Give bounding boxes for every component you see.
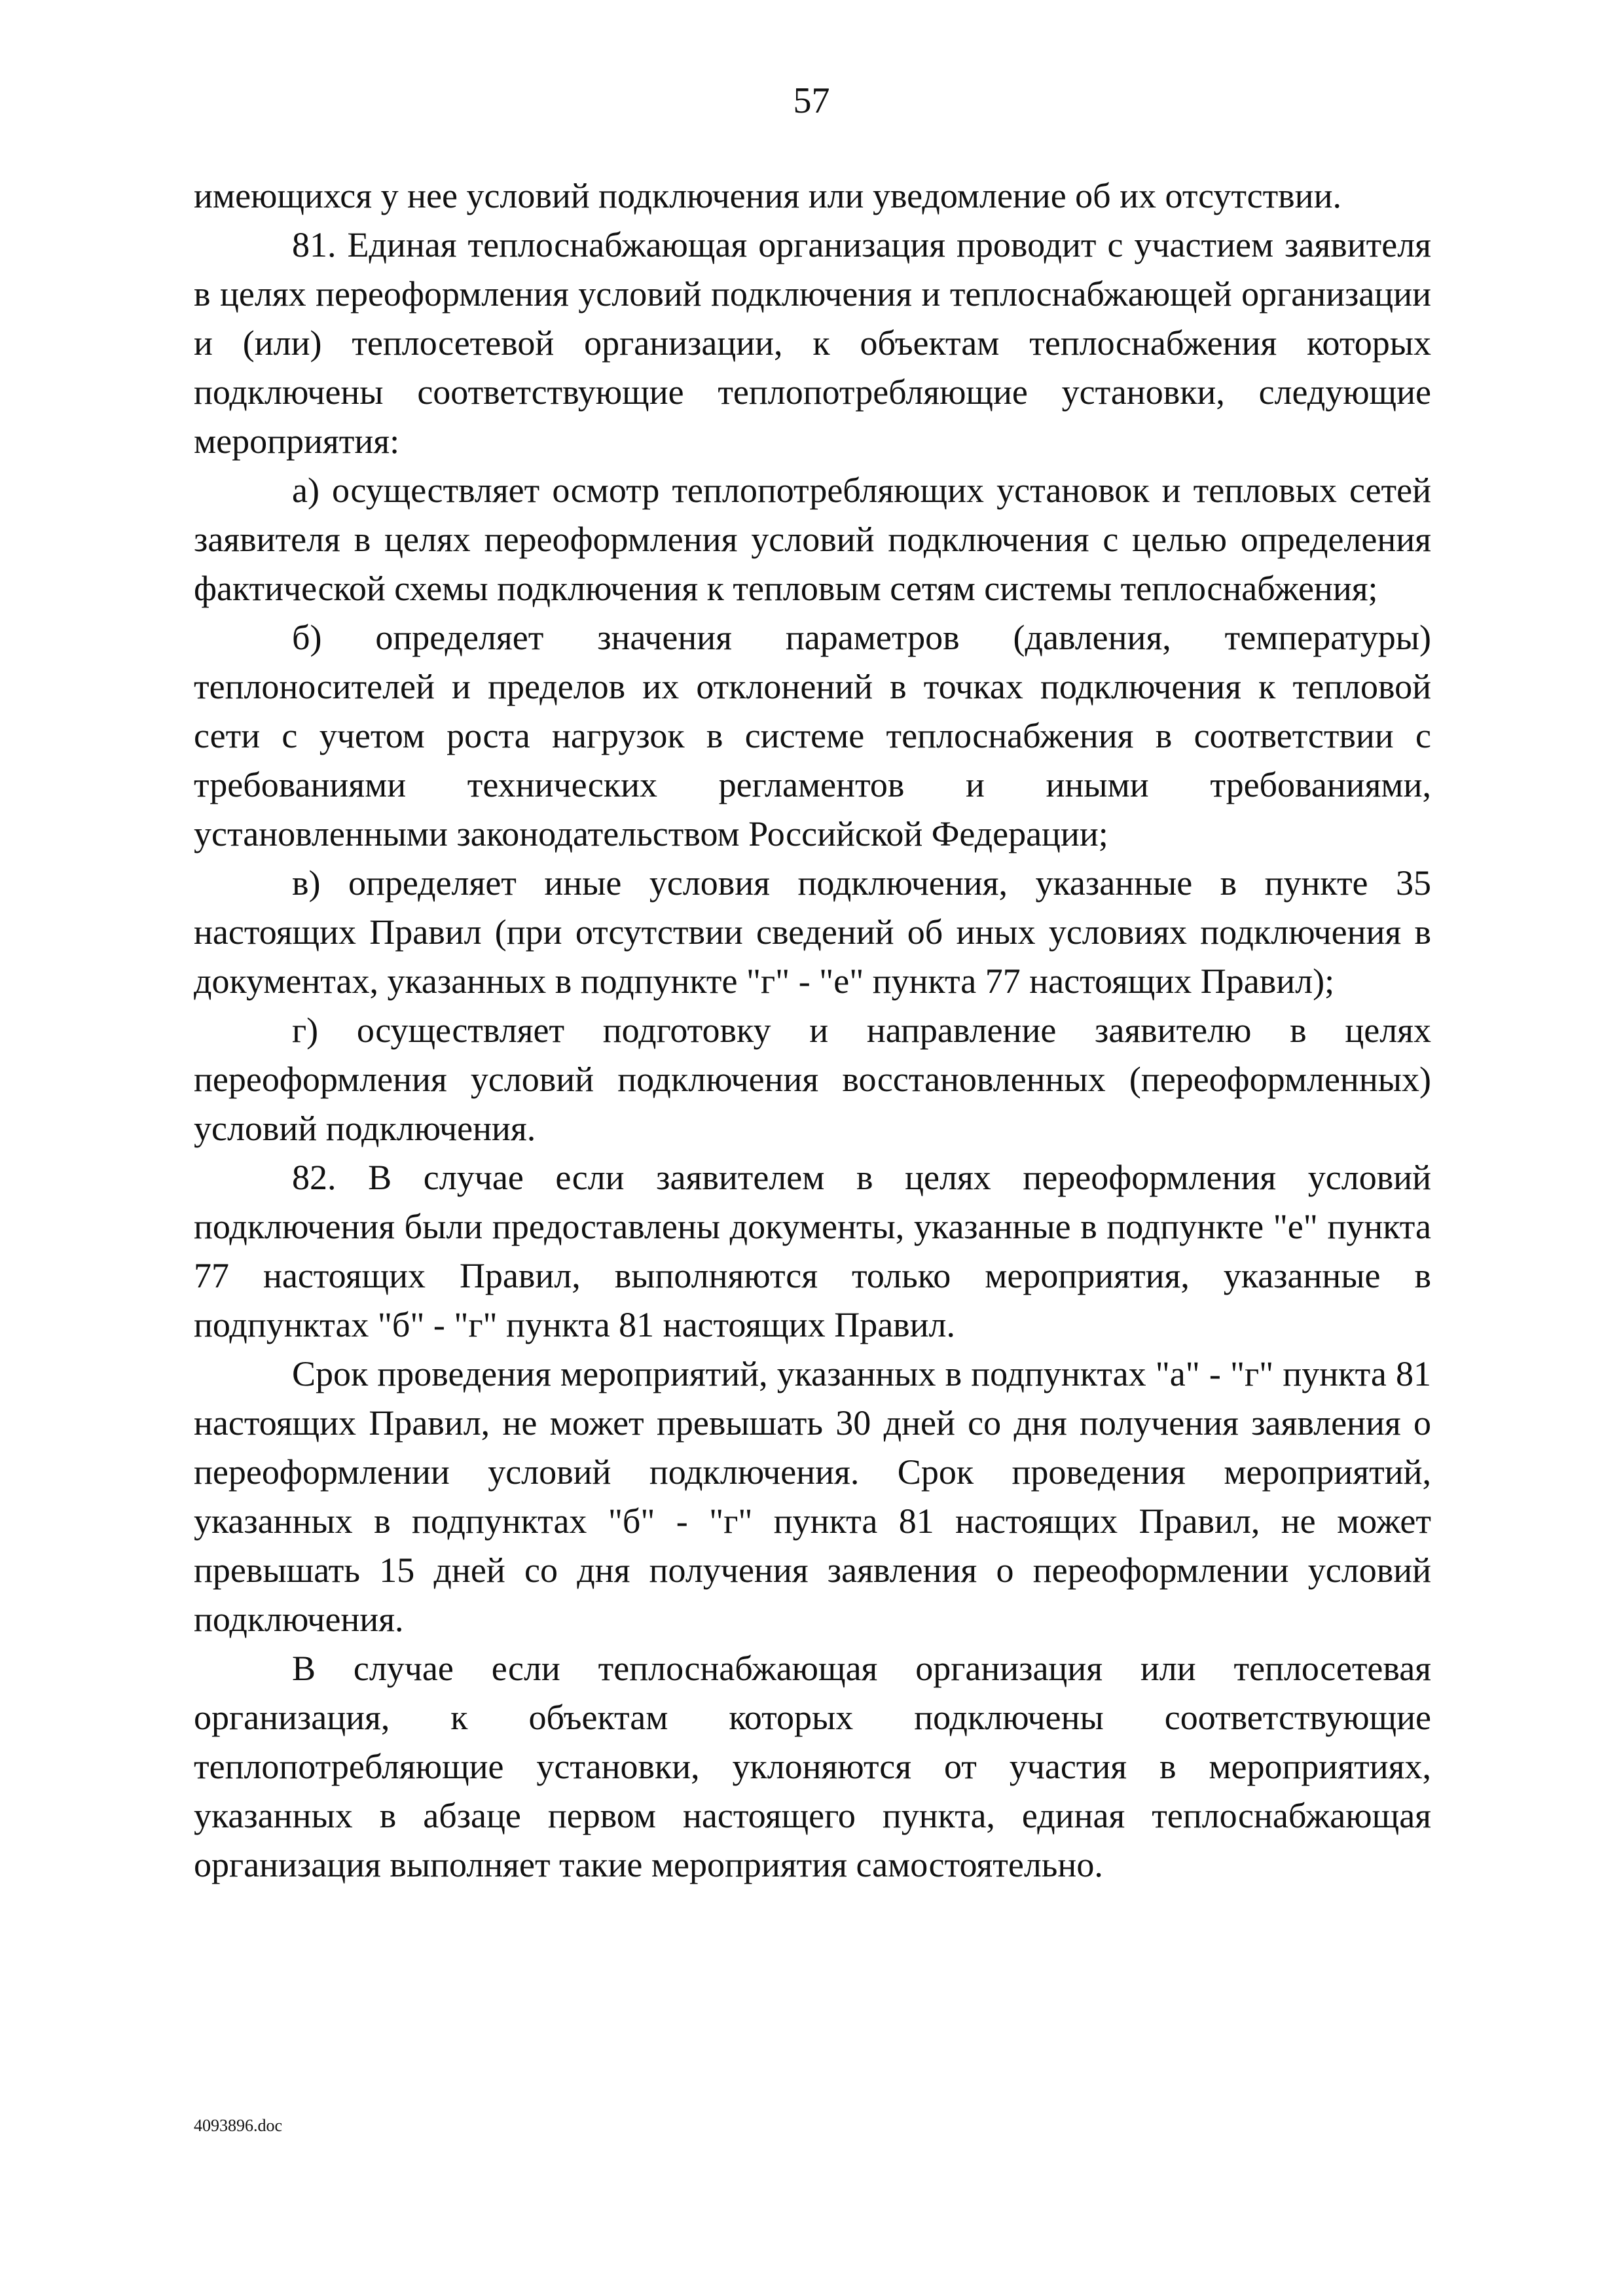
paragraph-82-evasion: В случае если теплоснабжающая организация или теплосетевая организация, к объектам которых подключены соответствующие теплопотребляющие установки, уклоняются от участия в мероприятиях, указанных в абзаце первом настоящего пункта, единая теплоснабжающая организация выполняет такие мероприятия самостоятельно. bbox=[194, 1649, 1431, 1884]
paragraph-81-b: б) определяет значения параметров (давления, температуры) теплоносителей и пределов их отклонений в точках подключения к тепловой сети с учетом роста нагрузок в системе теплоснабжения в соответствии с требованиями технических регламентов и иными требованиями, установленными законодательством Российской Федерации; bbox=[194, 618, 1431, 853]
paragraph-81-a: а) осуществляет осмотр теплопотребляющих установок и тепловых сетей заявителя в целях переоформления условий подключения с целью определения фактической схемы подключения к тепловым сетям системы теплоснабжения; bbox=[194, 471, 1431, 608]
paragraph-continuation: имеющихся у нее условий подключения или уведомление об их отсутствии. bbox=[194, 176, 1341, 215]
paragraph-81-g: г) осуществляет подготовку и направление заявителю в целях переоформления условий подключения восстановленных (переоформленных) условий подключения. bbox=[194, 1011, 1431, 1148]
paragraph-81: 81. Единая теплоснабжающая организация проводит с участием заявителя в целях переоформления условий подключения и теплоснабжающей организации и (или) теплосетевой организации, к объектам теплоснабжения которых подключены соответствующие теплопотребляющие установки, следующие мероприятия: bbox=[194, 225, 1431, 461]
document-body bbox=[194, 171, 1431, 1890]
page-number: 57 bbox=[793, 81, 830, 121]
paragraph-81-v: в) определяет иные условия подключения, указанные в пункте 35 настоящих Правил (при отсутствии сведений об иных условиях подключения в документах, указанных в подпункте "г" - "е" пункта 77 настоящих Правил); bbox=[194, 863, 1431, 1001]
paragraph-82: 82. В случае если заявителем в целях переоформления условий подключения были предоставлены документы, указанные в подпункте "е" пункта 77 настоящих Правил, выполняются только мероприятия, указанные в подпунктах "б" - "г" пункта 81 настоящих Правил. bbox=[194, 1158, 1431, 1344]
paragraph-82-deadline: Срок проведения мероприятий, указанных в подпунктах "а" - "г" пункта 81 настоящих Правил, не может превышать 30 дней со дня получения заявления о переоформлении условий подключения. Срок проведения мероприятий, указанных в подпунктах "б" - "г" пункта 81 настоящих Правил, не может превышать 15 дней со дня получения заявления о переоформлении условий подключения. bbox=[194, 1354, 1431, 1639]
footer-filename: 4093896.doc bbox=[194, 2116, 283, 2135]
